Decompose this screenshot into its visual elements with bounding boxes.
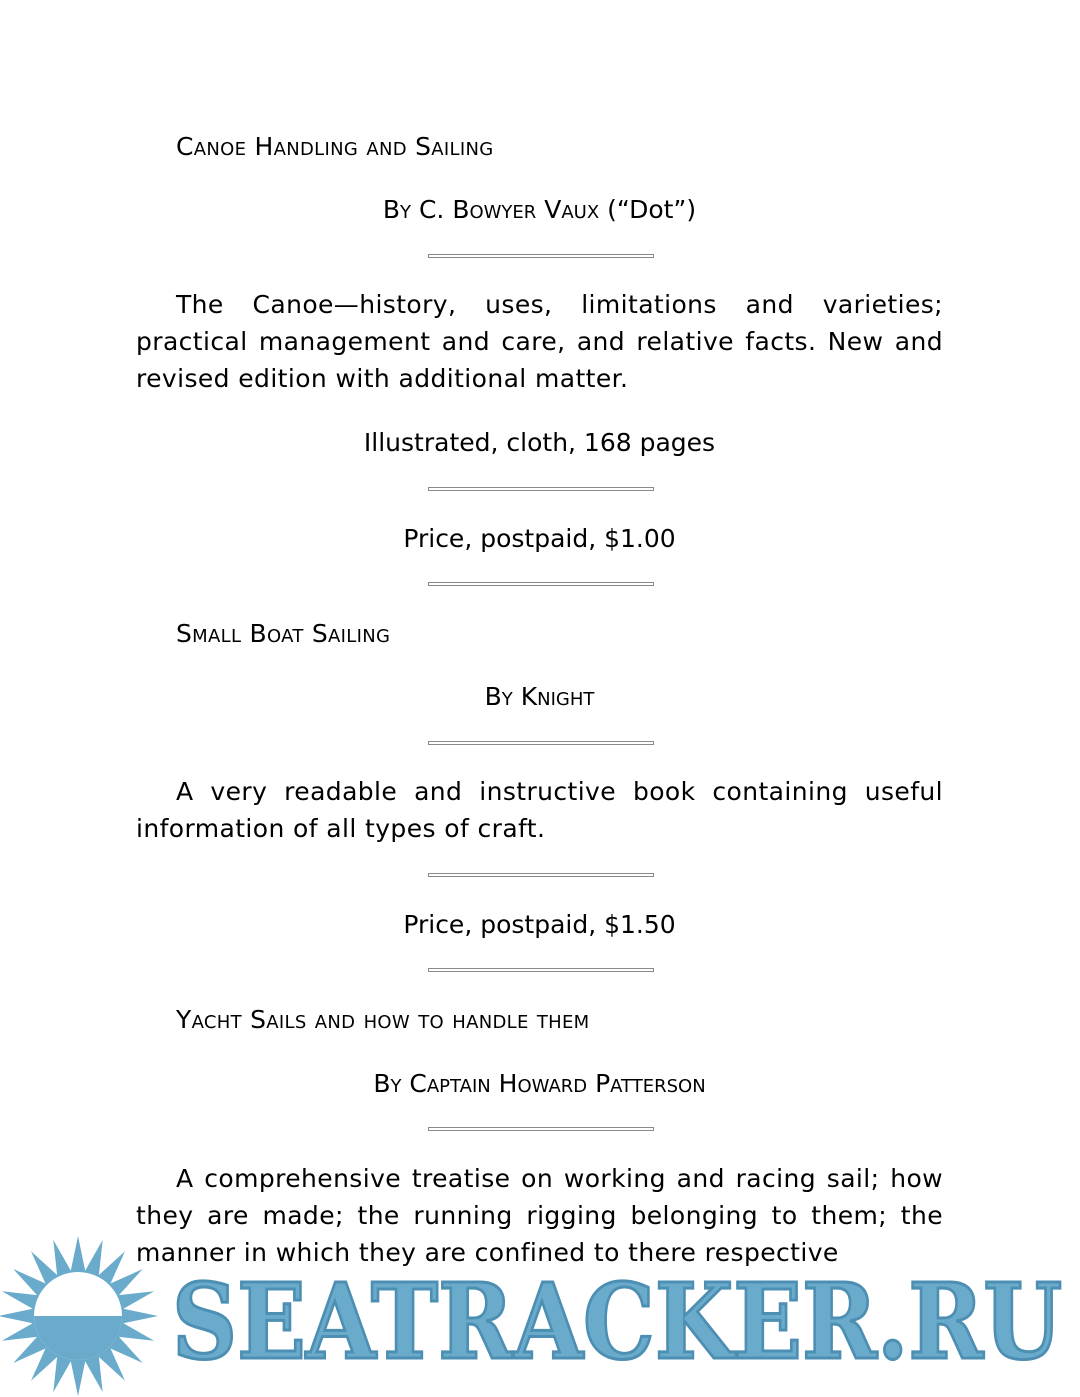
book-title-yacht-sails: Yacht Sails and how to handle them [176,1005,590,1034]
book-title-canoe-handling: Canoe Handling and Sailing [176,132,494,161]
author-name: By C. Bowyer Vaux [382,195,600,224]
divider-rule [428,1127,654,1131]
divider-rule [428,487,654,491]
divider-rule [428,254,654,258]
watermark-text: SEATRACKER.RU [172,1260,1062,1383]
author-nickname: (“Dot”) [599,195,697,224]
sun-logo-icon [0,1236,158,1396]
book-details-canoe-handling: Illustrated, cloth, 168 pages [363,428,716,457]
book-title-small-boat-sailing: Small Boat Sailing [176,619,391,648]
divider-rule [428,741,654,745]
divider-rule [428,873,654,877]
book-description-small-boat-sailing: A very readable and instructive book containing useful information of all types of craft. [136,777,943,843]
divider-rule [428,968,654,972]
seatracker-watermark [0,1236,1080,1397]
book-byline-yacht-sails: By Captain Howard Patterson [373,1069,706,1098]
book-byline-small-boat-sailing: By Knight [484,682,595,711]
book-byline-canoe-handling [136,191,943,228]
book-price-canoe-handling: Price, postpaid, $1.00 [403,524,676,553]
book-description-yacht-sails: A comprehensive treatise on working and racing sail; how they are made; the running rigging belonging to them; the manner in which they are confined to there respective [136,1164,943,1267]
divider-rule [428,582,654,586]
book-price-small-boat-sailing: Price, postpaid, $1.50 [403,910,676,939]
book-description-canoe-handling: The Canoe—history, uses, limitations and varieties; practical management and care, and relative facts. New and revised edition with additional matter. [136,290,943,393]
